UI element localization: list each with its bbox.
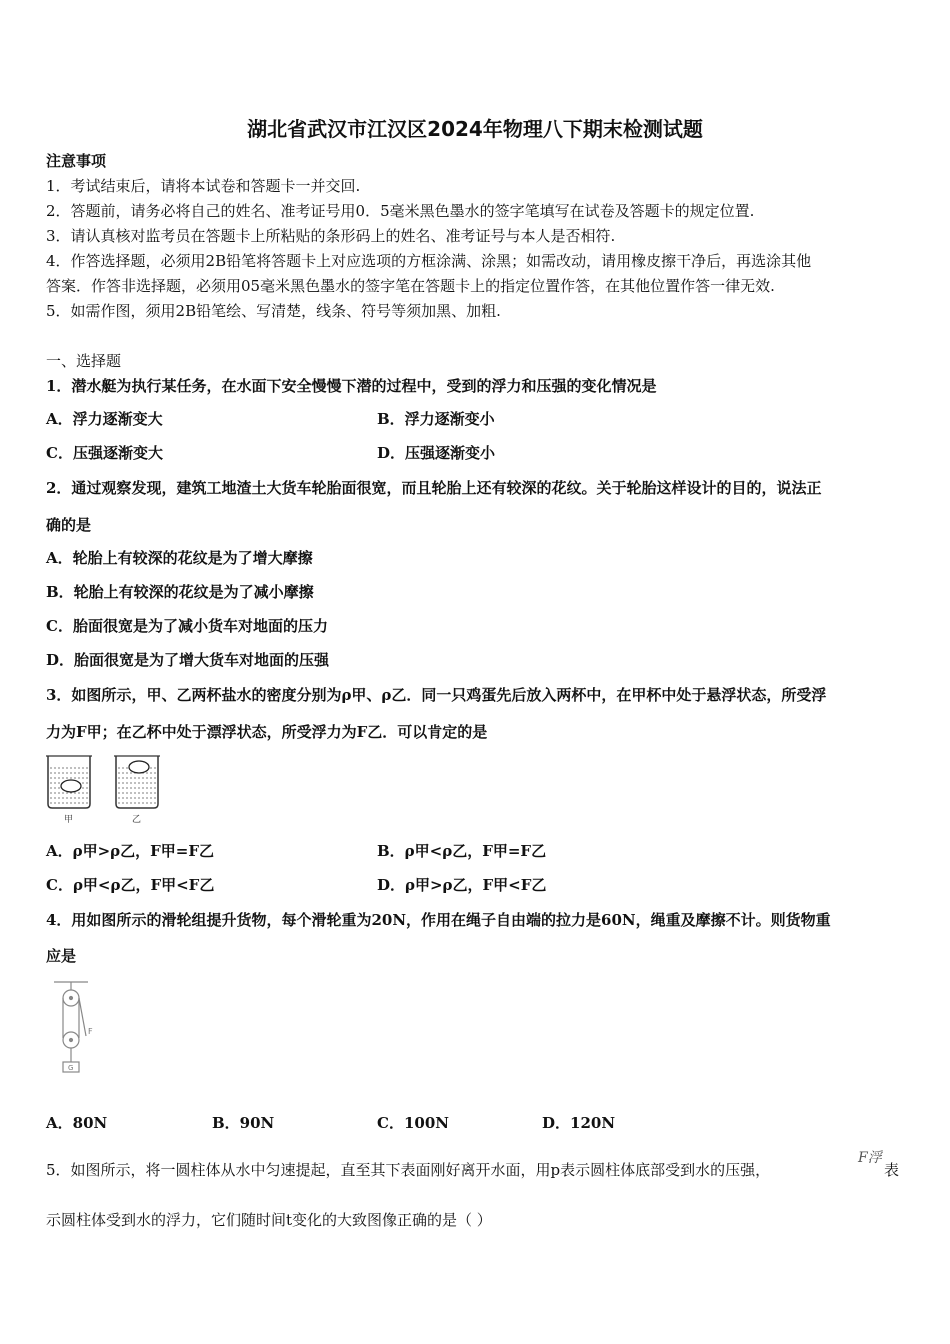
question-5-stem: 5．如图所示，将一圆柱体从水中匀速提起，直至其下表面刚好离开水面，用p表示圆柱体底部受到水的压强， xyxy=(46,1161,771,1179)
q3-option-b[interactable]: B．ρ甲<ρ乙，F甲=F乙 xyxy=(377,842,547,860)
page-title: 湖北省武汉市江汉区2024年物理八下期末检测试题 xyxy=(247,117,703,141)
egg-floating xyxy=(129,761,149,773)
q2-option-d[interactable]: D．胎面很宽是为了增大货车对地面的压强 xyxy=(46,651,330,669)
q1-option-b[interactable]: B．浮力逐渐变小 xyxy=(377,410,495,428)
weight-label: G xyxy=(68,1064,74,1072)
beaker-label-yi: 乙 xyxy=(132,815,142,824)
question-2-stem-cont: 确的是 xyxy=(46,516,92,534)
notes-heading: 注意事项 xyxy=(46,152,107,170)
q3-option-d[interactable]: D．ρ甲>ρ乙，F甲<F乙 xyxy=(377,876,547,894)
question-4-stem: 4．用如图所示的滑轮组提升货物，每个滑轮重为20N，作用在绳子自由端的拉力是60N，绳重及摩擦不计。则货物重 xyxy=(46,911,831,929)
q3-option-a[interactable]: A．ρ甲>ρ乙，F甲=F乙 xyxy=(46,842,215,860)
question-4-stem-cont: 应是 xyxy=(46,947,77,965)
note-line: 答案．作答非选择题，必须用05毫米黑色墨水的签字笔在答题卡上的指定位置作答，在其他位置作答一律无效. xyxy=(46,277,775,295)
beaker-jia xyxy=(46,756,92,808)
q4-option-b[interactable]: B．90N xyxy=(212,1114,275,1132)
note-line: 5．如需作图，须用2B铅笔绘、写清楚，线条、符号等须加黑、加粗. xyxy=(46,302,501,320)
pulley-figure xyxy=(48,978,108,1076)
q2-option-b[interactable]: B．轮胎上有较深的花纹是为了减小摩擦 xyxy=(46,583,314,601)
question-5-stem-cont: 示圆柱体受到水的浮力，它们随时间t变化的大致图像正确的是（ ） xyxy=(46,1211,492,1229)
force-label: F xyxy=(88,1027,93,1036)
beakers-figure xyxy=(44,752,174,824)
q4-option-d[interactable]: D．120N xyxy=(542,1114,616,1132)
q4-option-c[interactable]: C．100N xyxy=(377,1114,449,1132)
q1-option-a[interactable]: A．浮力逐渐变大 xyxy=(46,410,163,428)
q1-option-d[interactable]: D．压强逐渐变小 xyxy=(377,444,496,462)
question-3-stem: 3．如图所示，甲、乙两杯盐水的密度分别为ρ甲、ρ乙．同一只鸡蛋先后放入两杯中，在甲杯中处于悬浮状态，所受浮 xyxy=(46,686,827,704)
egg-suspended xyxy=(61,780,81,792)
note-line: 4．作答选择题，必须用2B铅笔将答题卡上对应选项的方框涂满、涂黑；如需改动，请用橡皮擦干净后，再选涂其他 xyxy=(46,252,812,270)
question-3-stem-cont: 力为F甲；在乙杯中处于漂浮状态，所受浮力为F乙．可以肯定的是 xyxy=(46,723,488,741)
beaker-label-jia: 甲 xyxy=(64,815,74,824)
buoyancy-symbol: F浮 xyxy=(858,1150,882,1166)
note-line: 2．答题前，请务必将自己的姓名、准考证号用0．5毫米黑色墨水的签字笔填写在试卷及答题卡的规定位置. xyxy=(46,202,755,220)
question-5-stem-end: 表 xyxy=(884,1161,900,1179)
note-line: 3．请认真核对监考员在答题卡上所粘贴的条形码上的姓名、准考证号与本人是否相符. xyxy=(46,227,616,245)
question-1-stem: 1．潜水艇为执行某任务，在水面下安全慢慢下潜的过程中，受到的浮力和压强的变化情况是 xyxy=(46,377,657,395)
q4-option-a[interactable]: A．80N xyxy=(46,1114,108,1132)
note-line: 1．考试结束后，请将本试卷和答题卡一并交回. xyxy=(46,177,361,195)
q3-option-c[interactable]: C．ρ甲<ρ乙，F甲<F乙 xyxy=(46,876,215,894)
beaker-yi xyxy=(114,756,160,808)
question-2-stem: 2．通过观察发现，建筑工地渣土大货车轮胎面很宽，而且轮胎上还有较深的花纹。关于轮胎这样设计的目的，说法正 xyxy=(46,479,822,497)
q1-option-c[interactable]: C．压强逐渐变大 xyxy=(46,444,163,462)
q2-option-c[interactable]: C．胎面很宽是为了减小货车对地面的压力 xyxy=(46,617,328,635)
section-heading: 一、选择题 xyxy=(46,352,122,370)
q2-option-a[interactable]: A．轮胎上有较深的花纹是为了增大摩擦 xyxy=(46,549,313,567)
